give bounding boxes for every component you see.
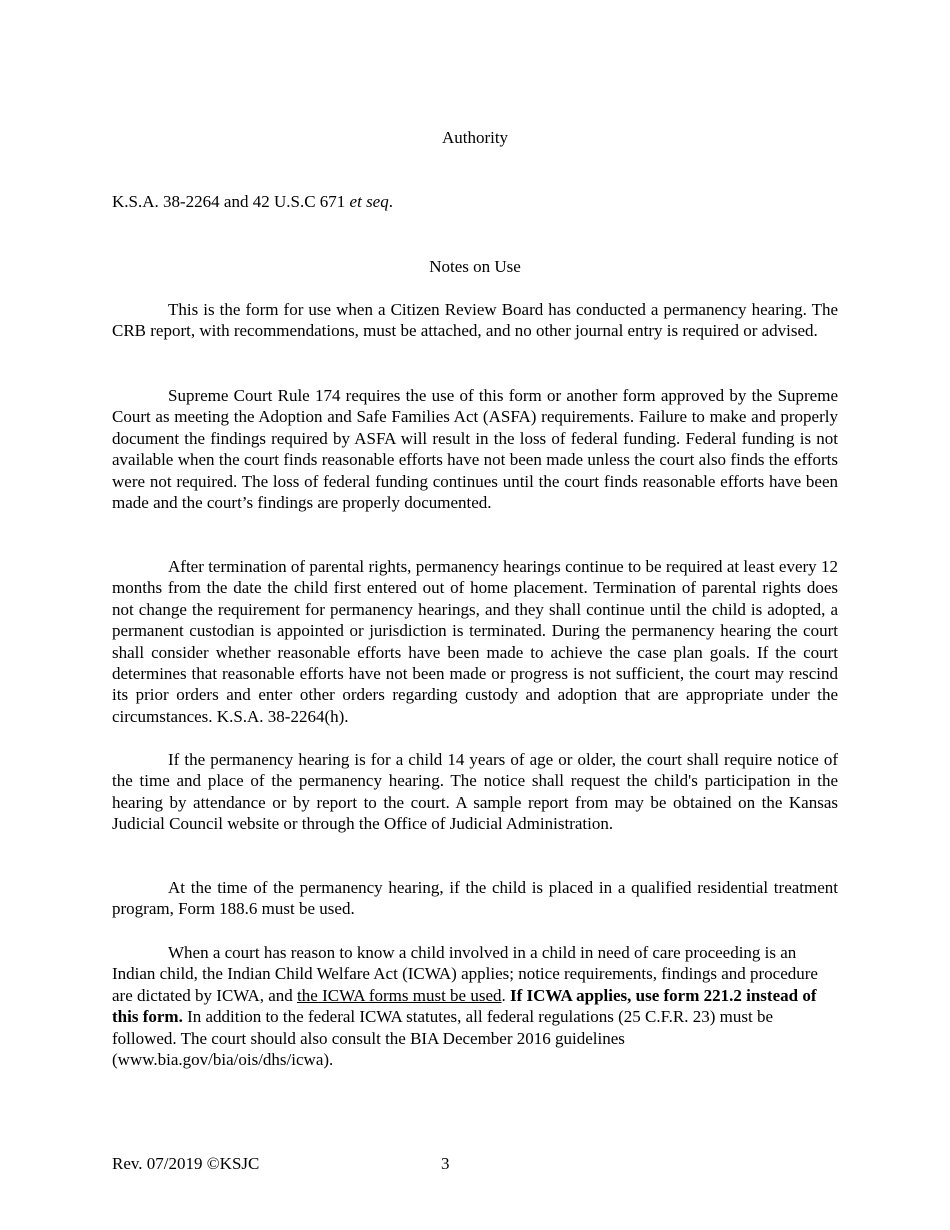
page-number: 3 <box>441 1154 450 1173</box>
icwa-text-b: . <box>501 985 510 1005</box>
footer-revision: Rev. 07/2019 ©KSJC <box>112 1154 260 1173</box>
citation-italic: et seq <box>349 192 389 211</box>
citation-text: K.S.A. 38-2264 and 42 U.S.C 671 <box>112 192 350 211</box>
icwa-forms-underlined: the ICWA forms must be used <box>297 985 502 1005</box>
icwa-bold-instruction: If ICWA applies, use form 221.2 instead of this form. <box>112 985 817 1027</box>
icwa-text-c: In addition to the federal ICWA statutes, all federal regulations (25 C.F.R. 23) must be followed. The court should also consult the BIA December 2016 guidelines (www.bia.gov/bia/ois/dhs/icwa). <box>112 1007 774 1070</box>
notes-heading: Notes on Use <box>429 257 521 276</box>
authority-heading: Authority <box>441 128 509 147</box>
icwa-text-a: When a court has reason to know a child involved in a child in need of care proceeding is an Indian child, the Indian Child Welfare Act (ICWA) applies; notice requirements, findings and procedure are dictated by ICWA, and <box>112 943 818 1005</box>
notes-paragraph-6 <box>112 942 838 1070</box>
notes-paragraph-4: If the permanency hearing is for a child 14 years of age or older, the court shall require notice of the time and place of the permanency hearing. The notice shall request the child's participation in the hearing by attendance or by report to the court. A sample report from may be obtained on the Kansas Judicial Council website or through the Office of Judicial Administration. <box>112 750 838 834</box>
notes-paragraph-2: Supreme Court Rule 174 requires the use of this form or another form approved by the Supreme Court as meeting the Adoption and Safe Families Act (ASFA) requirements. Failure to make and properly document the findings required by ASFA will result in the loss of federal funding. Federal funding is not available when the court finds reasonable efforts have not been made unless the court also finds the efforts were not required. The loss of federal funding continues until the court finds reasonable efforts have been made and the court’s findings are properly documented. <box>112 386 838 513</box>
notes-paragraph-5: At the time of the permanency hearing, if the child is placed in a qualified residential treatment program, Form 188.6 must be used. <box>112 878 838 919</box>
notes-paragraph-1: This is the form for use when a Citizen Review Board has conducted a permanency hearing. The CRB report, with recommendations, must be attached, and no other journal entry is required or advised. <box>112 300 838 341</box>
notes-paragraph-3: After termination of parental rights, permanency hearings continue to be required at least every 12 months from the date the child first entered out of home placement. Termination of parental rights does not change the requirement for permanency hearings, and they shall continue until the child is adopted, a permanent custodian is appointed or jurisdiction is terminated. During the permanency hearing the court shall consider whether reasonable efforts have been made to achieve the case plan goals. If the court determines that reasonable efforts have not been made or progress is not sufficient, the court may rescind its prior orders and enter other orders regarding custody and adoption that are appropriate under the circumstances. K.S.A. 38-2264(h). <box>112 557 838 726</box>
citation-end: . <box>388 192 393 211</box>
authority-citation <box>112 192 393 212</box>
